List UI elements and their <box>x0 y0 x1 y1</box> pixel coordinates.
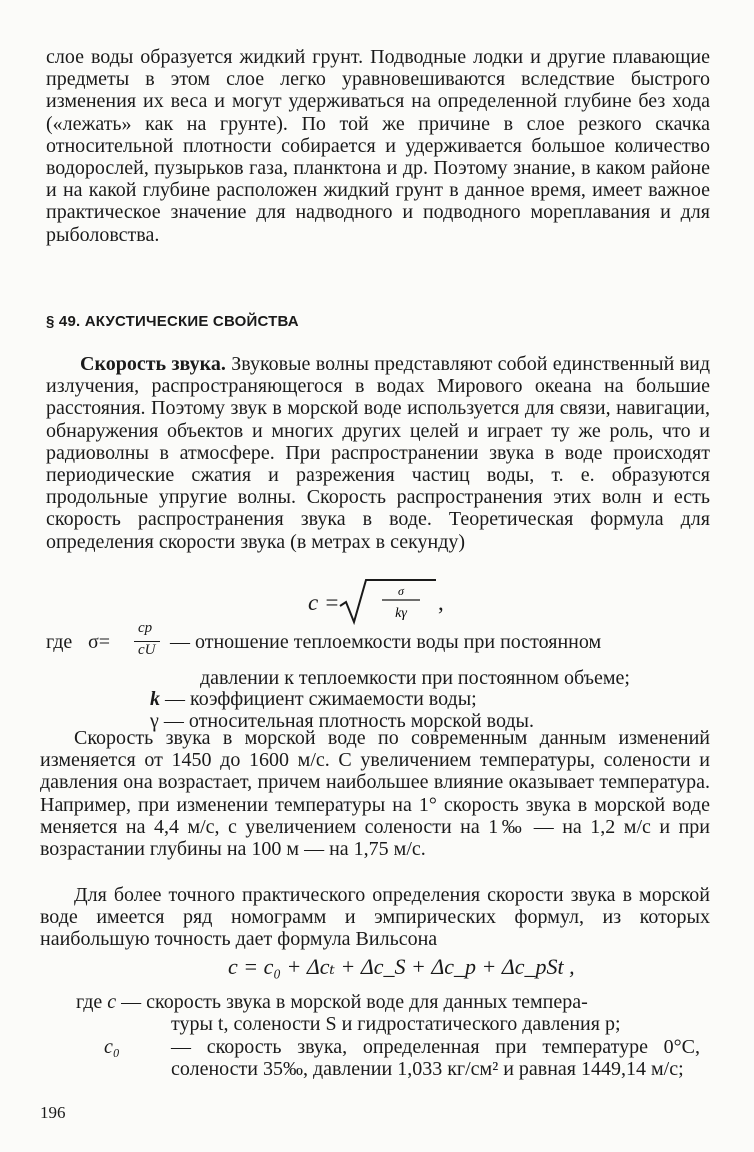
c0-symbol: c₀ <box>104 1036 120 1058</box>
c0-definition-text: — скорость звука, определенная при температуре 0°С, солености 35‰, давлении 1,033 кг/см² и равная 1449,14 м/с; <box>171 1036 700 1080</box>
formula-comma: , <box>438 590 444 615</box>
k-definition <box>150 688 477 710</box>
sigma-symbol: σ= <box>88 631 111 653</box>
k-symbol: k <box>150 688 160 710</box>
formula-wilson: c = c₀ + Δcₜ + Δc_S + Δc_p + Δc_pSt , <box>228 954 575 979</box>
c-definition-text: — скорость звука в морской воде для данных темпера- <box>116 991 588 1013</box>
c-definition-line2: туры t, солености S и гидростатического давления p; <box>171 1013 621 1035</box>
page-number: 196 <box>40 1103 66 1122</box>
k-definition-text: — коэффициент сжимаемости воды; <box>160 688 477 710</box>
paragraph-sound-range: Скорость звука в морской воде по современным данным изменений изменяется от 1450 до 1600 м/с. С увеличением температуры, солености и давления она возрастает, причем наибольшее влияние оказывает температура. Например, при изменении температуры на 1° скорость звука в морской воде меняется на 4,4 м/с, с увеличением солености на 1‰ — на 1,2 м/с и при возрастании глубины на 100 м — на 1,75 м/с. <box>40 727 710 861</box>
paragraph-wilson: Для более точного практического определения скорости звука в морской воде имеется ряд номограмм и эмпирических формул, из которых наибольшую точность дает формула Вильсона <box>40 884 710 951</box>
c0-definition <box>104 1036 700 1080</box>
formula-denominator: kγ <box>395 606 407 621</box>
sigma-definition-line1: — отношение теплоемкости воды при постоянном <box>170 631 602 653</box>
formula-lhs: c = <box>308 590 340 615</box>
where-label-2: где <box>76 991 103 1013</box>
c-definition-line1 <box>76 991 588 1013</box>
formula-numerator: σ <box>398 584 404 598</box>
gamma-symbol: γ <box>150 710 159 732</box>
sqrt-radical <box>338 576 438 626</box>
sigma-numerator: cp <box>138 620 153 636</box>
gamma-definition-text: — относительная плотность морской воды. <box>158 710 534 732</box>
where-label: где <box>46 631 73 653</box>
paragraph-sound-speed-text: Звуковые волны представляют собой единственный вид излучения, распространяющегося в водах Мирового океана на большие расстояния. Поэтому звук в морской воде используется для связи, навигации, обнаружения объектов и многих других целей и играет ту же роль, что и радиоволны в атмосфере. При распространении звука в воде происходят периодические сжатия и разрежения частиц воды, т. е. образуются продольные упругие волны. Скорость распространения этих волн и есть скорость распространения звука в воде. Теоретическая формула для определения скорости звука (в метрах в секунду) <box>46 353 710 553</box>
paragraph-liquid-ground: слое воды образуется жидкий грунт. Подводные лодки и другие плавающие предметы в этом слое легко уравновешиваются вследствие быстрого изменения их веса и могут удерживаться на определенной глубине без хода («лежать» как на грунте). По той же причине в слое резкого скачка относительной плотности собирается и удерживается большое количество водорослей, пузырьков газа, планктона и др. Поэтому знание, в каком районе и на какой глубине расположен жидкий грунт в данное время, имеет важное практическое значение для надводного и подводного мореплавания и для рыболовства. <box>46 46 710 246</box>
paragraph-run-in-title: Скорость звука. <box>80 353 226 375</box>
paragraph-sound-speed <box>46 353 710 553</box>
sigma-definition-line2: давлении к теплоемкости при постоянном объеме; <box>200 667 630 689</box>
c-symbol: c <box>107 991 117 1013</box>
section-heading: § 49. АКУСТИЧЕСКИЕ СВОЙСТВА <box>46 313 299 330</box>
sigma-denominator: cU <box>138 642 156 658</box>
